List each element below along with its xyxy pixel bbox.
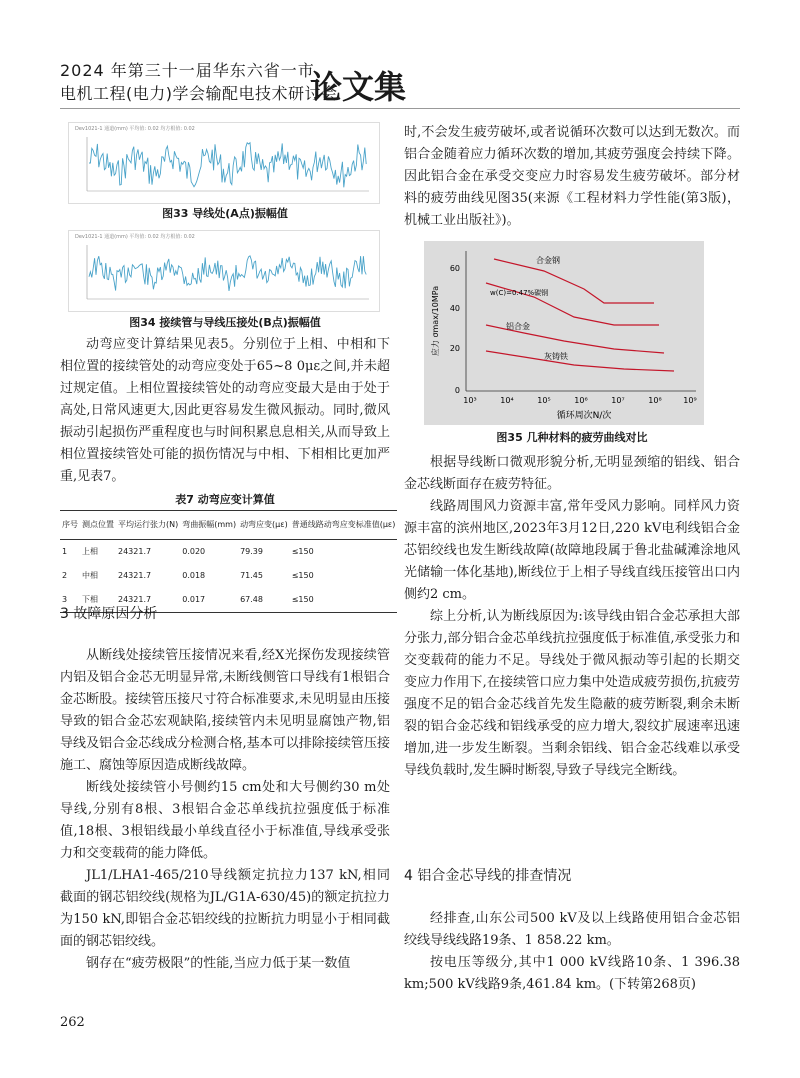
paragraph: 钢存在“疲劳极限”的性能,当应力低于某一数值 xyxy=(86,956,351,971)
table-cell: 67.48 xyxy=(238,588,290,613)
table-cell: 下相 xyxy=(80,588,116,613)
table-cell: 71.45 xyxy=(240,571,263,580)
right-column-bottom xyxy=(404,908,740,996)
curve-label: 铝合金 xyxy=(506,322,530,331)
table-7 xyxy=(60,510,397,613)
x-tick: 10⁵ xyxy=(537,396,551,405)
curve-label: 合金钢 xyxy=(536,256,560,265)
x-axis-label: 循环周次N/次 xyxy=(556,411,612,421)
table-cell: ≤150 xyxy=(290,588,398,613)
paragraph: 断线处接续管小号侧约15 cm处和大号侧约30 m处导线,分别有8根、3根铝合金芯单线抗拉强度低于标准值,18根、3根铝线最小单线直径小于标准值,导线承受张力和交变载荷的能力降低。 xyxy=(60,780,390,861)
x-tick: 10⁶ xyxy=(574,396,588,405)
left-column-upper xyxy=(60,334,396,613)
y-axis-label: 应力 σmax/10MPa xyxy=(431,285,440,357)
y-tick: 40 xyxy=(449,304,460,313)
table-header-cell: 平均运行张力(N) xyxy=(116,511,180,540)
figure-34-caption: 图34 接续管与导线压接处(B点)振幅值 xyxy=(129,316,321,329)
table-header-cell: 普通线路动弯应变标准值(με) xyxy=(290,511,398,540)
figure-34-waveform xyxy=(69,231,379,311)
table-cell: 0.020 xyxy=(182,547,206,556)
header-rule xyxy=(60,108,740,109)
table-cell: 0.018 xyxy=(182,571,206,580)
paragraph: 根据导线断口微观形貌分析,无明显颈缩的铝线、铝合金芯线断面存在疲劳特征。 xyxy=(404,455,740,492)
x-tick: 10⁹ xyxy=(683,396,697,405)
table-header-cell: 序号 xyxy=(60,511,80,540)
table-cell: 79.39 xyxy=(240,547,263,556)
section-4-heading: 4 铝合金芯导线的排查情况 xyxy=(404,868,572,884)
x-tick: 10⁴ xyxy=(500,396,514,405)
table-cell: 24321.7 xyxy=(118,547,152,556)
curve-label: 灰铸铁 xyxy=(544,352,568,361)
page-number: 262 xyxy=(60,1015,85,1030)
paragraph: 经排查,山东公司500 kV及以上线路使用铝合金芯铝绞线导线线路19条、1 858.22 km。 xyxy=(404,911,740,948)
table-row xyxy=(60,564,397,588)
figure-35-chart xyxy=(424,241,704,425)
figure-33-caption: 图33 导线处(A点)振幅值 xyxy=(162,207,288,220)
x-tick: 10⁷ xyxy=(611,396,625,405)
paragraph: 综上分析,认为断线原因为:该导线由铝合金芯承担大部分张力,部分铝合金芯单线抗拉强度低于标准值,承受张力和交变载荷的能力不足。导线处于微风振动等引起的长期交变应力作用下,在接续管口应力集中处造成疲劳损伤,抗疲劳强度不足的铝合金芯线首先发生隐蔽的疲劳断裂,剩余未断裂的铝合金芯线和铝线承受的应力增大,裂纹扩展速率迅速增加,进一步发生断裂。当剩余铝线、铝合金芯线难以承受导线负载时,发生瞬时断裂,导致子导线完全断线。 xyxy=(404,609,740,778)
paragraph: 线路周围风力资源丰富,常年受风力影响。同样风力资源丰富的滨州地区,2023年3月12日,220 kV电利线铝合金芯铝绞线也发生断线故障(故障地段属于鲁北盐碱滩涂地风光储输一体化基地),断线位于上相子导线直线压接管出口内侧约2 cm。 xyxy=(404,499,740,602)
table-cell: 3 xyxy=(60,588,80,613)
y-tick: 60 xyxy=(449,264,460,273)
figure-34-plot xyxy=(68,230,380,312)
table-cell: ≤150 xyxy=(291,547,314,556)
header-line-2: 电机工程(电力)学会输配电技术研讨会 xyxy=(60,84,338,103)
figure-35 xyxy=(424,241,704,425)
figure-35-caption: 图35 几种材料的疲劳曲线对比 xyxy=(496,431,648,444)
curve-label: w(C)=0.47%碳钢 xyxy=(490,289,549,297)
x-tick: 10⁸ xyxy=(648,396,662,405)
left-column-lower xyxy=(60,645,390,975)
paragraph: 从断线处接续管压接情况来看,经X光探伤发现接续管内铝及铝合金芯无明显异常,未断线侧管口导线有1根铝合金芯断股。接续管压接尺寸符合标准要求,未见明显由压接导致的铝合金芯宏观缺陷,接续管内未见明显腐蚀产物,铝导线及铝合金芯线成分检测合格,基本可以排除接续管压接施工、腐蚀等原因造成断线故障。 xyxy=(60,648,390,773)
table-cell: 0.017 xyxy=(180,588,238,613)
figure-33-waveform xyxy=(69,123,379,203)
header-line-1: 2024 年第三十一届华东六省一市 xyxy=(60,61,315,80)
right-column-lower xyxy=(404,452,740,782)
right-column-upper xyxy=(404,122,740,232)
y-tick: 20 xyxy=(449,344,460,353)
table-cell: 24321.7 xyxy=(116,588,180,613)
table-cell: 1 xyxy=(62,547,68,556)
paragraph: 动弯应变计算结果见表5。分别位于上相、中相和下相位置的接续管处的动弯应变处于65~8 0με之间,并未超过规定值。上相位置接续管处的动弯应变最大是由于处于高处,日常风速更大,因此更容易发生微风振动。同时,微风振动引起损伤严重程度也与时间积累息息相关,从而导致上相位置接续管处可能的损伤情况与中相、下相相比更加严重,见表7。 xyxy=(60,337,390,484)
paragraph: JL1/LHA1-465/210导线额定抗拉力137 kN,相同截面的钢芯铝绞线(规格为JL/G1A-630/45)的额定抗拉力为150 kN,即铝合金芯铝绞线的拉断抗力明显小于相同截面的钢芯铝绞线。 xyxy=(60,868,390,949)
table-cell: 中相 xyxy=(82,571,98,580)
header-logo: 论文集 xyxy=(310,68,407,106)
table-cell: 2 xyxy=(62,571,68,580)
table-cell: ≤150 xyxy=(291,571,314,580)
section-3-heading: 3 故障原因分析 xyxy=(60,606,158,622)
figure-34-legend-text: Dev1021-1 通道(mm) 平均值: 0.02 均方根值: 0.02 xyxy=(75,234,195,240)
x-tick: 10³ xyxy=(463,396,477,405)
y-tick: 0 xyxy=(454,386,460,395)
table-header-cell: 弯曲振幅(mm) xyxy=(180,511,238,540)
table-7-title: 表7 动弯应变计算值 xyxy=(175,493,275,506)
table-row xyxy=(60,540,397,565)
table-header-cell: 测点位置 xyxy=(80,511,116,540)
figure-33-legend-text: Dev1021-1 通道(mm) 平均值: 0.02 均方根值: 0.02 xyxy=(75,126,195,132)
table-header-cell: 动弯应变(με) xyxy=(238,511,290,540)
table-cell: 24321.7 xyxy=(118,571,152,580)
paragraph: 时,不会发生疲劳破坏,或者说循环次数可以达到无数次。而铝合金随着应力循环次数的增加,其疲劳强度会持续下降。因此铝合金在承受交变应力时容易发生疲劳破坏。部分材料的疲劳曲线见图35(来源《工程材料力学性能(第3版)，机械工业出版社》)。 xyxy=(404,125,740,228)
paragraph: 按电压等级分,其中1 000 kV线路10条、1 396.38 km;500 kV线路9条,461.84 km。(下转第268页) xyxy=(404,955,740,992)
figure-33-plot xyxy=(68,122,380,204)
table-cell: 上相 xyxy=(82,547,98,556)
